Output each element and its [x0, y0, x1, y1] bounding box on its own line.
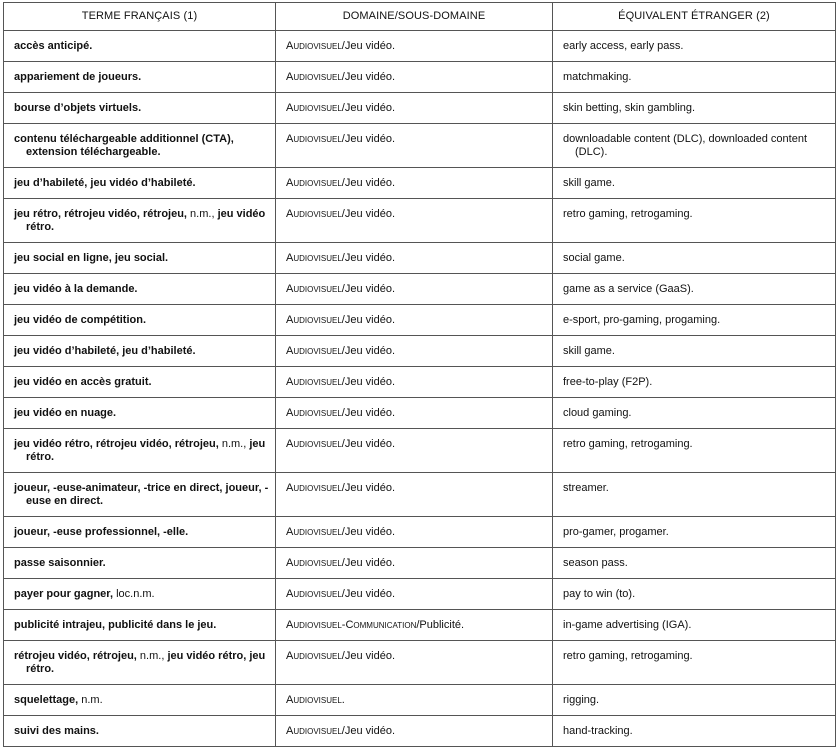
term-cell	[4, 31, 276, 62]
term-cell	[4, 124, 276, 168]
foreign-cell	[553, 93, 836, 124]
table-row	[4, 716, 836, 747]
foreign-equivalent: cloud gaming.	[563, 407, 632, 419]
foreign-equivalent: pro-gamer, progamer.	[563, 526, 669, 538]
table-row	[4, 429, 836, 473]
domain-main: Audiovisuel	[286, 407, 342, 419]
foreign-cell	[553, 716, 836, 747]
grammar-note: n.m.,	[187, 208, 215, 220]
foreign-equivalent: rigging.	[563, 694, 600, 706]
foreign-cell	[553, 473, 836, 517]
table-row	[4, 579, 836, 610]
term-text: jeu vidéo en nuage.	[14, 407, 117, 419]
table-row	[4, 473, 836, 517]
term-cell	[4, 168, 276, 199]
domain-cell	[276, 305, 553, 336]
domain-main: Audiovisuel	[286, 40, 342, 52]
grammar-note: loc.n.m.	[113, 588, 155, 600]
term-text: jeu vidéo de compétition.	[14, 314, 147, 326]
foreign-cell	[553, 168, 836, 199]
term-text: appariement de joueurs.	[14, 71, 142, 83]
domain-main: Audiovisuel	[286, 71, 342, 83]
domain-cell	[276, 336, 553, 367]
table-row	[4, 243, 836, 274]
table-row	[4, 168, 836, 199]
table-row	[4, 367, 836, 398]
term-text-continued: jeu vidéo rétro, jeu rétro.	[26, 650, 266, 675]
term-text: publicité intrajeu, publicité dans le jeu.	[14, 619, 217, 631]
header-domain: DOMAINE/SOUS-DOMAINE	[276, 3, 553, 31]
domain-cell	[276, 367, 553, 398]
domain-sub: /Jeu vidéo.	[341, 71, 395, 83]
table-row	[4, 685, 836, 716]
domain-sub: /Publicité.	[416, 619, 465, 631]
table-row	[4, 93, 836, 124]
foreign-cell	[553, 31, 836, 62]
foreign-equivalent: in-game advertising (IGA).	[563, 619, 692, 631]
term-cell	[4, 305, 276, 336]
domain-cell	[276, 716, 553, 747]
domain-cell	[276, 274, 553, 305]
foreign-cell	[553, 367, 836, 398]
term-cell	[4, 62, 276, 93]
foreign-equivalent: skill game.	[563, 177, 615, 189]
term-text: squelettage,	[14, 694, 79, 706]
domain-sub: /Jeu vidéo.	[341, 40, 395, 52]
term-text: joueur, -euse-animateur, -trice en direct, joueur, -euse en direct.	[14, 482, 269, 507]
domain-sub: /Jeu vidéo.	[341, 557, 395, 569]
domain-main: Audiovisuel	[286, 588, 342, 600]
foreign-cell	[553, 336, 836, 367]
domain-cell	[276, 473, 553, 517]
domain-main: Audiovisuel	[286, 252, 342, 264]
term-text: passe saisonnier.	[14, 557, 106, 569]
term-cell	[4, 685, 276, 716]
domain-cell	[276, 93, 553, 124]
domain-sub: /Jeu vidéo.	[341, 526, 395, 538]
domain-main: Audiovisuel	[286, 177, 342, 189]
term-text: bourse d’objets virtuels.	[14, 102, 142, 114]
term-cell	[4, 517, 276, 548]
term-cell	[4, 641, 276, 685]
grammar-note: n.m.,	[136, 650, 165, 662]
domain-sub: /Jeu vidéo.	[341, 177, 395, 189]
foreign-equivalent: social game.	[563, 252, 625, 264]
foreign-cell	[553, 429, 836, 473]
domain-cell	[276, 398, 553, 429]
term-cell	[4, 367, 276, 398]
table-body	[4, 31, 836, 747]
foreign-equivalent: free-to-play (F2P).	[563, 376, 653, 388]
term-cell	[4, 716, 276, 747]
domain-main: Audiovisuel	[286, 314, 342, 326]
foreign-cell	[553, 199, 836, 243]
term-cell	[4, 274, 276, 305]
table-row	[4, 199, 836, 243]
domain-main: Audiovisuel	[286, 438, 342, 450]
term-text: jeu social en ligne, jeu social.	[14, 252, 169, 264]
domain-cell	[276, 199, 553, 243]
domain-main: Audiovisuel	[286, 102, 342, 114]
term-text: suivi des mains.	[14, 725, 99, 737]
domain-cell	[276, 168, 553, 199]
term-text: rétrojeu vidéo, rétrojeu,	[14, 650, 137, 662]
term-text-continued: jeu rétro.	[26, 438, 266, 463]
table-row	[4, 124, 836, 168]
term-cell	[4, 93, 276, 124]
grammar-note: n.m.,	[218, 438, 247, 450]
foreign-equivalent: retro gaming, retrogaming.	[563, 438, 693, 450]
table-row	[4, 641, 836, 685]
domain-cell	[276, 429, 553, 473]
domain-cell	[276, 62, 553, 93]
term-text: jeu rétro, rétrojeu vidéo, rétrojeu,	[14, 208, 187, 220]
grammar-note: n.m.	[78, 694, 103, 706]
domain-main: Audiovisuel-Communication	[286, 619, 417, 631]
term-text: accès anticipé.	[14, 40, 93, 52]
table-row	[4, 62, 836, 93]
domain-sub: /Jeu vidéo.	[341, 252, 395, 264]
domain-sub: /Jeu vidéo.	[341, 376, 395, 388]
term-text: jeu vidéo en accès gratuit.	[14, 376, 152, 388]
domain-cell	[276, 243, 553, 274]
domain-cell	[276, 124, 553, 168]
table-row	[4, 305, 836, 336]
term-text: joueur, -euse professionnel, -elle.	[14, 526, 189, 538]
domain-main: Audiovisuel	[286, 283, 342, 295]
foreign-cell	[553, 517, 836, 548]
domain-sub: /Jeu vidéo.	[341, 283, 395, 295]
domain-cell	[276, 517, 553, 548]
domain-sub: /Jeu vidéo.	[341, 482, 395, 494]
domain-sub: /Jeu vidéo.	[341, 102, 395, 114]
term-text: contenu téléchargeable additionnel (CTA), extension téléchargeable.	[14, 133, 234, 158]
term-text: jeu vidéo rétro, rétrojeu vidéo, rétrojeu,	[14, 438, 219, 450]
domain-main: Audiovisuel	[286, 526, 342, 538]
domain-cell	[276, 31, 553, 62]
domain-main: Audiovisuel	[286, 345, 342, 357]
header-foreign: ÉQUIVALENT ÉTRANGER (2)	[553, 3, 836, 31]
domain-main: Audiovisuel.	[286, 694, 345, 706]
term-cell	[4, 610, 276, 641]
foreign-equivalent: hand-tracking.	[563, 725, 633, 737]
term-text: payer pour gagner,	[14, 588, 114, 600]
domain-sub: /Jeu vidéo.	[341, 438, 395, 450]
foreign-cell	[553, 685, 836, 716]
domain-sub: /Jeu vidéo.	[341, 208, 395, 220]
domain-sub: /Jeu vidéo.	[341, 407, 395, 419]
term-cell	[4, 429, 276, 473]
table-row	[4, 398, 836, 429]
domain-sub: /Jeu vidéo.	[341, 588, 395, 600]
foreign-equivalent: skin betting, skin gambling.	[563, 102, 696, 114]
term-cell	[4, 473, 276, 517]
foreign-equivalent: streamer.	[563, 482, 609, 494]
foreign-equivalent: matchmaking.	[563, 71, 632, 83]
domain-main: Audiovisuel	[286, 482, 342, 494]
domain-main: Audiovisuel	[286, 208, 342, 220]
domain-sub: /Jeu vidéo.	[341, 314, 395, 326]
foreign-cell	[553, 398, 836, 429]
foreign-equivalent: skill game.	[563, 345, 615, 357]
domain-sub: /Jeu vidéo.	[341, 725, 395, 737]
domain-cell	[276, 548, 553, 579]
foreign-cell	[553, 641, 836, 685]
term-text-continued: jeu vidéo rétro.	[26, 208, 266, 233]
domain-cell	[276, 610, 553, 641]
term-text: jeu vidéo à la demande.	[14, 283, 138, 295]
foreign-cell	[553, 305, 836, 336]
table-row	[4, 336, 836, 367]
header-term: TERME FRANÇAIS (1)	[4, 3, 276, 31]
foreign-cell	[553, 579, 836, 610]
table-row	[4, 610, 836, 641]
term-text: jeu vidéo d’habileté, jeu d’habileté.	[14, 345, 196, 357]
term-cell	[4, 398, 276, 429]
table-row	[4, 548, 836, 579]
foreign-equivalent: season pass.	[563, 557, 628, 569]
term-cell	[4, 199, 276, 243]
domain-main: Audiovisuel	[286, 133, 342, 145]
foreign-equivalent: downloadable content (DLC), downloaded content (DLC).	[563, 133, 807, 158]
table-row	[4, 274, 836, 305]
domain-cell	[276, 685, 553, 716]
foreign-cell	[553, 548, 836, 579]
term-cell	[4, 336, 276, 367]
domain-main: Audiovisuel	[286, 376, 342, 388]
domain-cell	[276, 579, 553, 610]
table-row	[4, 517, 836, 548]
domain-sub: /Jeu vidéo.	[341, 133, 395, 145]
domain-sub: /Jeu vidéo.	[341, 345, 395, 357]
foreign-cell	[553, 243, 836, 274]
term-cell	[4, 243, 276, 274]
foreign-cell	[553, 124, 836, 168]
domain-cell	[276, 641, 553, 685]
term-cell	[4, 548, 276, 579]
term-text: jeu d’habileté, jeu vidéo d’habileté.	[14, 177, 196, 189]
foreign-cell	[553, 274, 836, 305]
domain-sub: /Jeu vidéo.	[341, 650, 395, 662]
terminology-table	[3, 2, 836, 747]
foreign-equivalent: early access, early pass.	[563, 40, 684, 52]
foreign-equivalent: pay to win (to).	[563, 588, 636, 600]
domain-main: Audiovisuel	[286, 725, 342, 737]
foreign-cell	[553, 62, 836, 93]
foreign-cell	[553, 610, 836, 641]
foreign-equivalent: e-sport, pro-gaming, progaming.	[563, 314, 721, 326]
table-row	[4, 31, 836, 62]
domain-main: Audiovisuel	[286, 650, 342, 662]
foreign-equivalent: retro gaming, retrogaming.	[563, 650, 693, 662]
foreign-equivalent: retro gaming, retrogaming.	[563, 208, 693, 220]
term-cell	[4, 579, 276, 610]
header-row	[4, 3, 836, 31]
domain-main: Audiovisuel	[286, 557, 342, 569]
foreign-equivalent: game as a service (GaaS).	[563, 283, 694, 295]
